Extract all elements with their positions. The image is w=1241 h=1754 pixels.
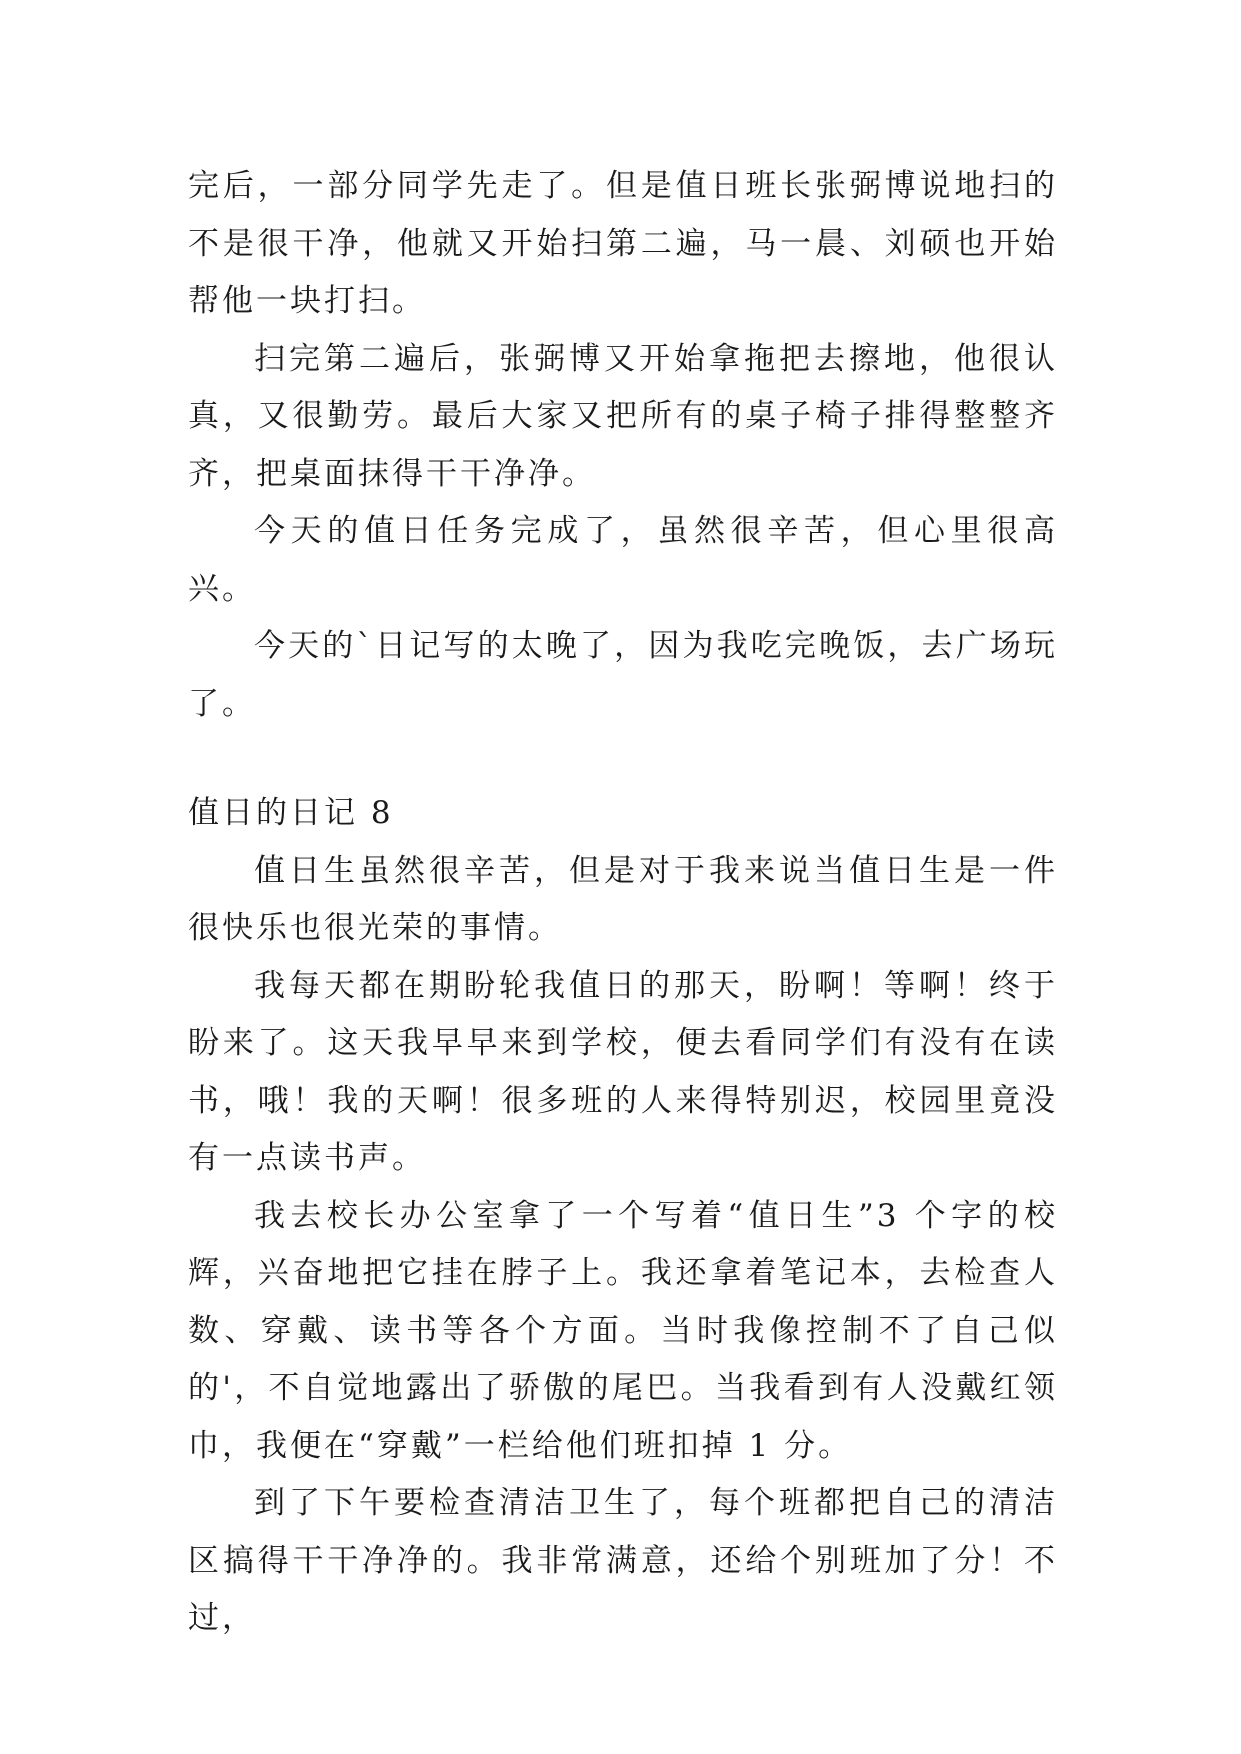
document-body — [188, 158, 1058, 1648]
paragraph-2: 扫完第二遍后，张弼博又开始拿拖把去擦地，他很认真，又很勤劳。最后大家又把所有的桌子椅子排得整整齐齐，把桌面抹得干干净净。 — [188, 340, 1058, 492]
paragraph-6: 我每天都在期盼轮我值日的那天，盼啊！等啊！终于盼来了。这天我早早来到学校，便去看同学们有没有在读书，哦！我的天啊！很多班的人来得特别迟，校园里竟没有一点读书声。 — [188, 967, 1058, 1176]
paragraph-4: 今天的`日记写的太晚了，因为我吃完晚饭，去广场玩了。 — [188, 628, 1058, 722]
paragraph-3: 今天的值日任务完成了，虽然很辛苦，但心里很高兴。 — [188, 513, 1058, 607]
section-title: 值日的日记 8 — [188, 795, 394, 831]
paragraph-8: 到了下午要检查清洁卫生了，每个班都把自己的清洁区搞得干干净净的。我非常满意，还给个别班加了分！不过， — [188, 1485, 1058, 1636]
paragraph-1: 完后，一部分同学先走了。但是值日班长张弼博说地扫的不是很干净，他就又开始扫第二遍，马一晨、刘硕也开始帮他一块打扫。 — [188, 168, 1058, 319]
paragraph-7: 我去校长办公室拿了一个写着“值日生”3 个字的校辉，兴奋地把它挂在脖子上。我还拿着笔记本，去检查人数、穿戴、读书等各个方面。当时我像控制不了自己似的'，不自觉地露出了骄傲的尾巴。当我看到有人没戴红领巾，我便在“穿戴”一栏给他们班扣掉 1 分。 — [188, 1197, 1058, 1464]
paragraph-5: 值日生虽然很辛苦，但是对于我来说当值日生是一件很快乐也很光荣的事情。 — [188, 852, 1058, 946]
